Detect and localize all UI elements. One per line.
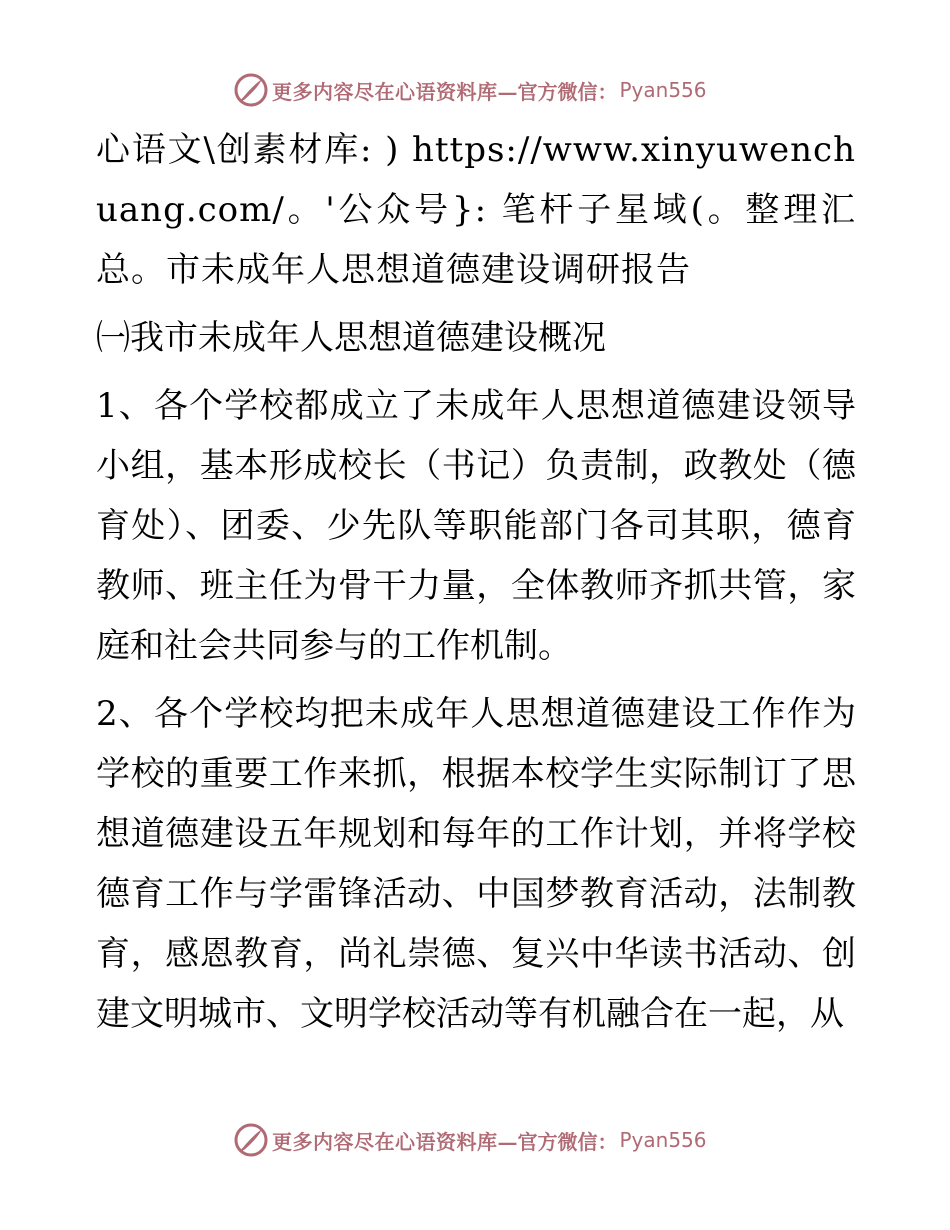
watermark-account: Pyan556 — [619, 1128, 707, 1152]
watermark-account: Pyan556 — [619, 78, 707, 102]
watermark-wechat-label: —官方微信： — [497, 1129, 618, 1154]
watermark-wechat-label: —官方微信： — [497, 79, 618, 104]
header-watermark — [234, 72, 707, 108]
document-body — [96, 120, 856, 1044]
intro-paragraph: 心语文\创素材库: ) https://www.xinyuwenchuang.com/。'公众号}: 笔杆子星域(。整理汇总。市未成年人思想道德建设调研报告 — [96, 130, 856, 290]
section-heading: ㈠我市未成年人思想道德建设概况 — [96, 318, 606, 358]
watermark-brand-text: 更多内容尽在心语资料库 — [272, 79, 498, 104]
footer-watermark — [234, 1122, 707, 1158]
quill-pen-logo-icon — [234, 1123, 268, 1157]
body-paragraph-2: 2、各个学校均把未成年人思想道德建设工作作为学校的重要工作来抓，根据本校学生实际制订了思想道德建设五年规划和每年的工作计划，并将学校德育工作与学雷锋活动、中国梦教育活动，法制教育，感恩教育，尚礼崇德、复兴中华读书活动、创建文明城市、文明学校活动等有机融合在一起，从 — [96, 694, 856, 1034]
watermark-brand-text: 更多内容尽在心语资料库 — [272, 1129, 498, 1154]
body-paragraph-1: 1、各个学校都成立了未成年人思想道德建设领导小组，基本形成校长（书记）负责制，政教处（德育处）、团委、少先队等职能部门各司其职，德育教师、班主任为骨干力量，全体教师齐抓共管，家庭和社会共同参与的工作机制。 — [96, 386, 856, 666]
quill-pen-logo-icon — [234, 73, 268, 107]
